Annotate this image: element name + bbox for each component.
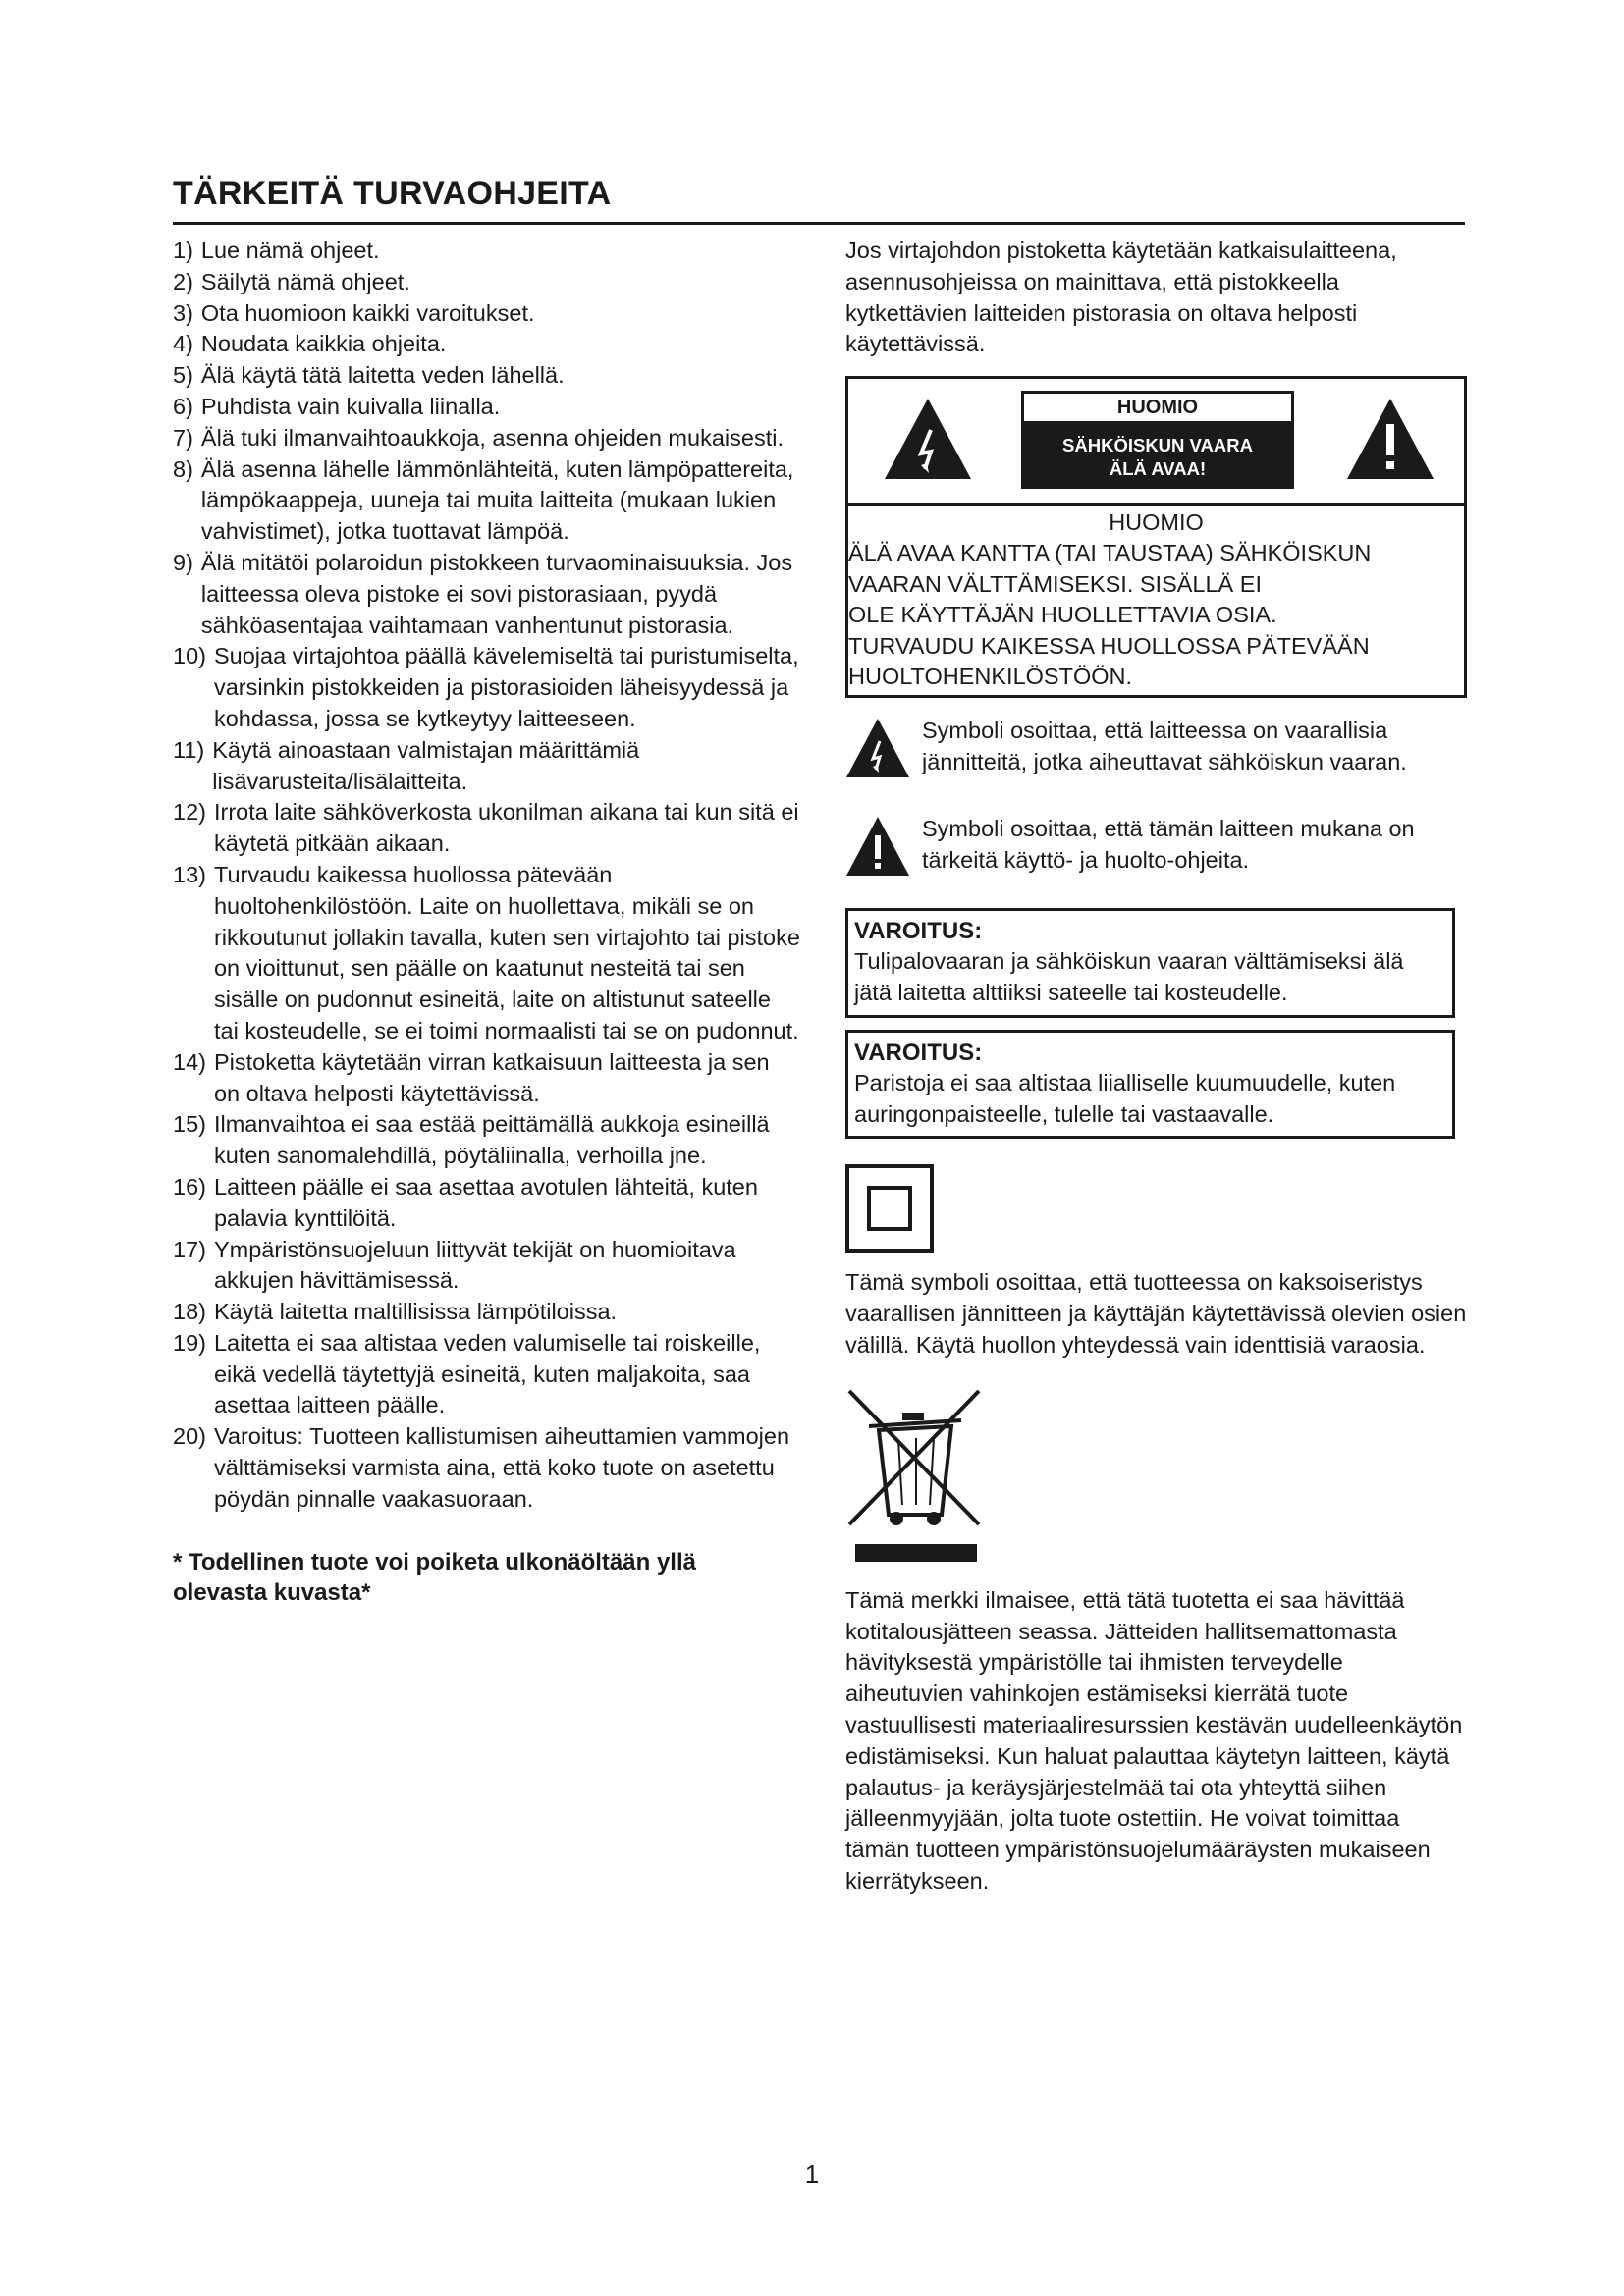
instruction-text: Älä mitätöi polaroidun pistokkeen turvaominaisuuksia. Jos laitteessa oleva pistoke ei sovi pistorasiaan, pyydä sähköasentajaa vaihtamaan vanhentunut pistorasia. xyxy=(200,549,793,638)
instruction-number: 12) xyxy=(173,799,206,826)
caution-text xyxy=(848,538,1464,693)
warning-text: Paristoja ei saa altistaa liialliselle kuumuudelle, kuten auringonpaisteelle, tulelle tai vastaavalle. xyxy=(854,1069,1396,1127)
instruction-text: Varoitus: Tuotteen kallistumisen aiheuttamien vammojen välttämiseksi varmista aina, että koko tuote on asetettu pöydän pinnalle vaakasuoraan. xyxy=(213,1423,790,1512)
instruction-number: 20) xyxy=(173,1423,206,1450)
instruction-item xyxy=(173,1235,801,1298)
instruction-item xyxy=(173,735,801,798)
exclamation-warning-icon xyxy=(845,816,910,877)
caution-label xyxy=(1021,391,1294,489)
instruction-text: Käytä laitetta maltillisissa lämpötiloissa. xyxy=(213,1299,618,1325)
instruction-text: Laitetta ei saa altistaa veden valumiselle tai roiskeille, eikä vedellä täytettyjä esineitä, kuten maljakoita, saa asettaa laitteen päälle. xyxy=(213,1329,761,1418)
instruction-text: Älä asenna lähelle lämmönlähteitä, kuten lämpöpattereita, lämpökaappeja, uuneja tai muita laitteita (mukaan lukien vahvistimet), jotka tuottavat lämpöä. xyxy=(200,455,794,545)
instruction-item xyxy=(173,392,801,423)
instruction-number: 18) xyxy=(173,1299,206,1325)
safety-instructions-column xyxy=(173,236,801,1608)
caution-line: ÄLÄ AVAA KANTTA (TAI TAUSTAA) SÄHKÖISKUN xyxy=(848,540,1372,566)
instruction-item xyxy=(173,797,801,860)
instruction-item xyxy=(173,298,801,330)
instruction-item xyxy=(173,423,801,454)
page-number: 1 xyxy=(804,2160,820,2189)
caution-line: VAARAN VÄLTTÄMISEKSI. SISÄLLÄ EI xyxy=(848,570,1262,597)
instruction-item xyxy=(173,1047,801,1110)
instruction-item xyxy=(173,1172,801,1235)
instruction-number: 13) xyxy=(173,861,206,887)
caution-label-line1: SÄHKÖISKUN VAARA xyxy=(1062,435,1253,456)
double-insulation-icon xyxy=(845,1164,934,1253)
instruction-item xyxy=(173,641,801,734)
instruction-item xyxy=(173,454,801,548)
instruction-number: 14) xyxy=(173,1048,206,1075)
instruction-text: Lue nämä ohjeet. xyxy=(200,238,380,263)
exclamation-symbol-explanation xyxy=(845,814,1467,890)
instruction-number: 7) xyxy=(173,424,193,451)
instruction-number: 4) xyxy=(173,331,193,357)
instruction-number: 9) xyxy=(173,549,193,575)
instruction-number: 15) xyxy=(173,1111,206,1138)
instruction-number: 3) xyxy=(173,299,193,326)
instruction-text: Pistoketta käytetään virran katkaisuun laitteesta ja sen on oltava helposti käytettävissä. xyxy=(213,1048,770,1106)
instruction-number: 5) xyxy=(173,362,193,389)
instruction-text: Irrota laite sähköverkosta ukonilman aikana tai kun sitä ei käytetä pitkään aikaan. xyxy=(213,799,799,857)
instruction-number: 17) xyxy=(173,1236,206,1262)
exclamation-symbol-text: Symboli osoittaa, että tämän laitteen mukana on tärkeitä käyttö- ja huolto-ohjeita. xyxy=(922,816,1415,873)
instruction-item xyxy=(173,1109,801,1172)
warning-box-batteries xyxy=(845,1030,1455,1140)
instruction-list xyxy=(173,236,801,1516)
instruction-number: 16) xyxy=(173,1173,206,1200)
appearance-note: * Todellinen tuote voi poiketa ulkonäöltään yllä olevasta kuvasta* xyxy=(173,1548,696,1606)
instruction-item xyxy=(173,1297,801,1328)
instruction-text: Ilmanvaihtoa ei saa estää peittämällä aukkoja esineillä kuten sanomalehdillä, pöytäliinalla, verhoilla jne. xyxy=(213,1111,770,1169)
instruction-number: 1) xyxy=(173,238,193,263)
instruction-number: 6) xyxy=(173,393,193,419)
lightning-warning-icon xyxy=(883,397,973,481)
caution-line: OLE KÄYTTÄJÄN HUOLLETTAVIA OSIA. xyxy=(848,602,1277,628)
instruction-item xyxy=(173,1328,801,1421)
disconnect-device-note: Jos virtajohdon pistoketta käytetään katkaisulaitteena, asennusohjeissa on mainittava, että pistokkeella kytkettävien laitteiden pistorasia on oltava helposti käytettävissä. xyxy=(845,238,1397,357)
instruction-text: Laitteen päälle ei saa asettaa avotulen lähteitä, kuten palavia kynttilöitä. xyxy=(213,1173,758,1231)
crossed-out-bin-icon xyxy=(845,1387,983,1564)
caution-header xyxy=(848,379,1464,503)
warning-text: Tulipalovaaran ja sähköiskun vaaran välttämiseksi älä jätä laitetta alttiiksi sateelle tai kosteudelle. xyxy=(854,948,1404,1005)
caution-label-title: HUOMIO xyxy=(1024,394,1291,421)
caution-line: TURVAUDU KAIKESSA HUOLLOSSA PÄTEVÄÄN xyxy=(848,632,1370,659)
instruction-number: 19) xyxy=(173,1329,206,1356)
lightning-warning-icon xyxy=(845,718,910,778)
voltage-symbol-text: Symboli osoittaa, että laitteessa on vaarallisia jännitteitä, jotka aiheuttavat sähköiskun vaaran. xyxy=(922,718,1407,774)
instruction-text: Ota huomioon kaikki varoitukset. xyxy=(200,299,535,326)
instruction-text: Turvaudu kaikessa huollossa pätevään huoltohenkilöstöön. Laite on huollettava, mikäli se on rikkoutunut jollakin tavalla, kuten sen virtajohto tai pistoke on vioittunut, sen päälle on kaatunut nesteitä tai sen sisälle on pudonnut esineitä, laite on altistunut sateelle tai kosteudelle, se ei toimi normaalisti tai se on pudonnut. xyxy=(213,861,800,1043)
caution-label-line2: ÄLÄ AVAA! xyxy=(1109,458,1207,480)
caution-divider xyxy=(848,503,1464,506)
page-title: TÄRKEITÄ TURVAOHJEITA xyxy=(173,175,612,212)
double-insulation-text: Tämä symboli osoittaa, että tuotteessa on kaksoiseristys vaarallisen jännitteen ja käyttäjän käytettävissä olevien osien välillä. Käytä huollon yhteydessä vain identtisiä varaosia. xyxy=(845,1269,1467,1358)
warning-box-moisture xyxy=(845,908,1455,1018)
weee-disposal-text: Tämä merkki ilmaisee, että tätä tuotetta ei saa hävittää kotitalousjätteen seassa. Jätteiden hallitsemattomasta hävityksestä ympäristölle tai ihmisten terveydelle aiheutuvien vahinkojen estämiseksi kierrätä tuote vastuullisesti materiaaliresurssien kestävän uudelleenkäytön edistämiseksi. Kun haluat palauttaa käytetyn laitteen, käytä palautus- ja keräysjärjestelmää tai ota yhteyttä siihen jälleenmyyjään, jolta tuote ostettiin. He voivat toimittaa tämän tuotteen ympäristönsuojelumääräysten mukaiseen kierrätykseen. xyxy=(845,1586,1463,1894)
instruction-number: 2) xyxy=(173,268,193,294)
instruction-text: Älä käytä tätä laitetta veden lähellä. xyxy=(200,362,565,389)
voltage-symbol-explanation xyxy=(845,716,1467,804)
caution-line: HUOLTOHENKILÖSTÖÖN. xyxy=(848,664,1133,690)
instruction-text: Säilytä nämä ohjeet. xyxy=(200,268,410,294)
warning-title: VAROITUS: xyxy=(854,918,983,945)
instruction-text: Ympäristönsuojeluun liittyvät tekijät on huomioitava akkujen hävittämisessä. xyxy=(213,1236,736,1294)
instruction-item xyxy=(173,548,801,641)
instruction-item xyxy=(173,1421,801,1515)
instruction-item xyxy=(173,860,801,1047)
instruction-number: 10) xyxy=(173,643,206,669)
caution-box xyxy=(845,376,1467,698)
instruction-number: 8) xyxy=(173,455,193,482)
instruction-text: Älä tuki ilmanvaihtoaukkoja, asenna ohjeiden mukaisesti. xyxy=(200,424,784,451)
instruction-item xyxy=(173,267,801,298)
warning-title: VAROITUS: xyxy=(854,1039,983,1066)
exclamation-warning-icon xyxy=(1345,397,1435,481)
instruction-item xyxy=(173,360,801,392)
title-divider xyxy=(173,222,1465,225)
instruction-item xyxy=(173,236,801,267)
instruction-text: Käytä ainoastaan valmistajan määrittämiä lisävarusteita/lisälaitteita. xyxy=(212,736,640,794)
instruction-text: Puhdista vain kuivalla liinalla. xyxy=(200,393,501,419)
caution-heading: HUOMIO xyxy=(1109,509,1204,536)
instruction-item xyxy=(173,329,801,360)
warnings-column xyxy=(845,236,1467,1897)
instruction-text: Noudata kaikkia ohjeita. xyxy=(200,331,447,357)
instruction-text: Suojaa virtajohtoa päällä kävelemiseltä tai puristumiselta, varsinkin pistokkeiden ja pistorasioiden läheisyydessä ja kohdassa, jossa se kytkeytyy laitteeseen. xyxy=(213,643,799,731)
instruction-number: 11) xyxy=(173,736,205,763)
